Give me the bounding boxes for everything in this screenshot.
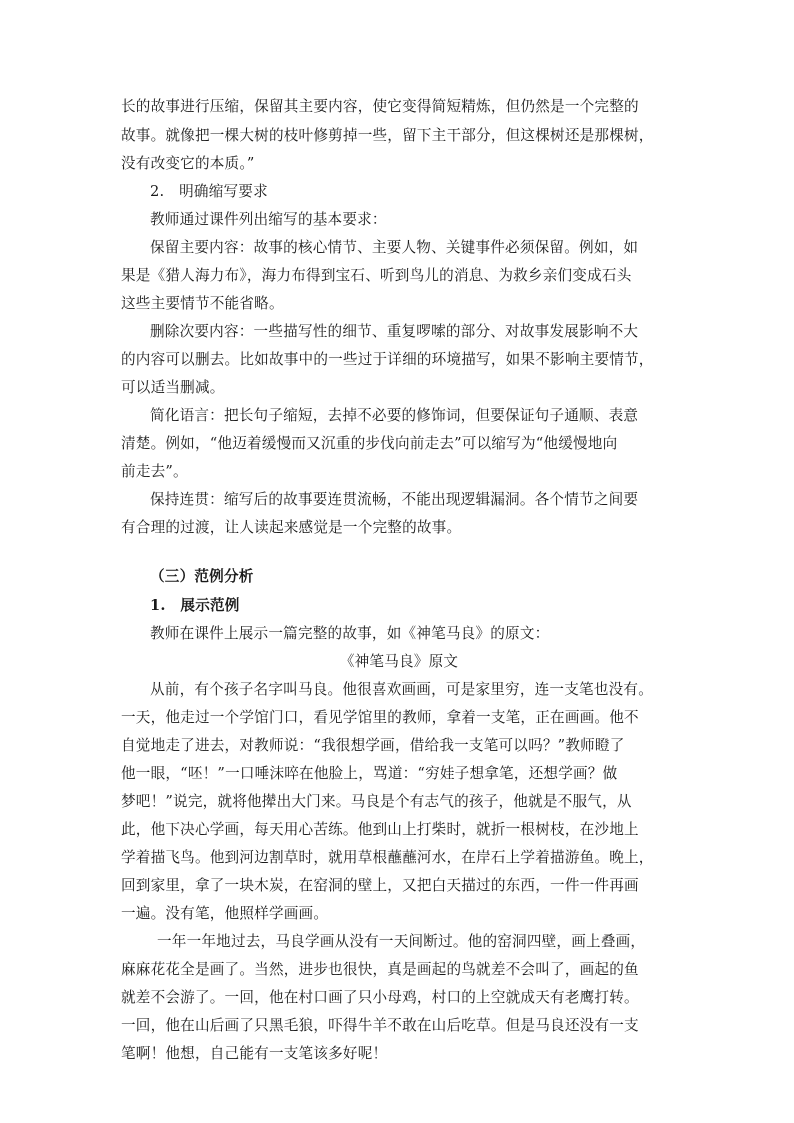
paragraph-line: 可以适当删减。 (121, 379, 225, 396)
paragraph-line: 这些主要情节不能省略。 (121, 295, 284, 312)
story-line: 一回，他在山后画了只黑毛狼，吓得牛羊不敢在山后吃草。但是马良还没有一支 (121, 1017, 639, 1034)
paragraph-line: 清楚。例如，“他迈着缓慢而又沉重的步伐向前走去”可以缩写为“他缓慢地向 (121, 435, 618, 452)
paragraph-line: 有合理的过渡，让人读起来感觉是一个完整的故事。 (121, 519, 462, 536)
story-line: 学着描飞鸟。他到河边割草时，就用草根蘸蘸河水，在岸石上学着描游鱼。晚上， (121, 849, 654, 866)
story-line: 从前，有个孩子名字叫马良。他很喜欢画画，可是家里穷，连一支笔也没有。 (150, 681, 653, 698)
paragraph-line: 保留主要内容：故事的核心情节、主要人物、关键事件必须保留。例如，如 (150, 239, 639, 256)
story-line: 自觉地走了进去，对教师说：“我很想学画，借给我一支笔可以吗？”教师瞪了 (121, 737, 625, 754)
paragraph-line: 前走去”。 (121, 463, 188, 480)
paragraph-line: 的内容可以删去。比如故事中的一些过于详细的环境描写，如果不影响主要情节， (121, 351, 654, 368)
story-line: 回到家里，拿了一块木炭，在窑洞的壁上，又把白天描过的东西，一件一件再画 (121, 877, 639, 894)
part-heading: （三）范例分析 (150, 568, 254, 585)
subsection-heading: 1. 展示范例 (150, 597, 240, 614)
paragraph-line: 果是《猎人海力布》，海力布得到宝石、听到鸟儿的消息、为救乡亲们变成石头 (121, 267, 632, 284)
paragraph-line: 保持连贯：缩写后的故事要连贯流畅，不能出现逻辑漏洞。各个情节之间要 (150, 491, 639, 508)
intro-line: 没有改变它的本质。” (121, 155, 255, 172)
intro-line: 故事。就像把一棵大树的枝叶修剪掉一些，留下主干部分，但这棵树还是那棵树， (121, 127, 654, 144)
story-line: 一年一年地过去，马良学画从没有一天间断过。他的窑洞四壁，画上叠画， (157, 933, 646, 950)
story-line: 梦吧！”说完，就将他撵出大门来。马良是个有志气的孩子，他就是不服气，从 (121, 793, 632, 810)
story-line: 麻麻花花全是画了。当然，进步也很快，真是画起的鸟就差不会叫了，画起的鱼 (121, 961, 639, 978)
story-line: 一遍。没有笔，他照样学画画。 (121, 905, 329, 922)
story-line: 他一眼，“呸！”一口唾沫啐在他脸上，骂道：“穷娃子想拿笔，还想学画？做 (121, 765, 618, 782)
story-line: 就差不会游了。一回，他在村口画了只小母鸡，村口的上空就成天有老鹰打转。 (121, 989, 639, 1006)
paragraph-line: 教师通过课件列出缩写的基本要求： (150, 211, 387, 228)
section-heading: 2. 明确缩写要求 (150, 183, 268, 200)
story-title: 《神笔马良》原文 (339, 653, 459, 670)
intro-line: 长的故事进行压缩，保留其主要内容，使它变得简短精炼，但仍然是一个完整的 (121, 98, 639, 115)
story-line: 此，他下决心学画，每天用心苦练。他到山上打柴时，就折一根树枝，在沙地上 (121, 821, 639, 838)
story-line: 笔啊！他想，自己能有一支笔该多好呢！ (121, 1045, 388, 1062)
paragraph-line: 删除次要内容：一些描写性的细节、重复啰嗦的部分、对故事发展影响不大 (150, 323, 639, 340)
story-line: 一天，他走过一个学馆门口，看见学馆里的教师，拿着一支笔，正在画画。他不 (121, 709, 639, 726)
paragraph-line: 简化语言：把长句子缩短，去掉不必要的修饰词，但要保证句子通顺、表意 (150, 407, 639, 424)
paragraph-line: 教师在课件上展示一篇完整的故事，如《神笔马良》的原文： (150, 625, 550, 642)
